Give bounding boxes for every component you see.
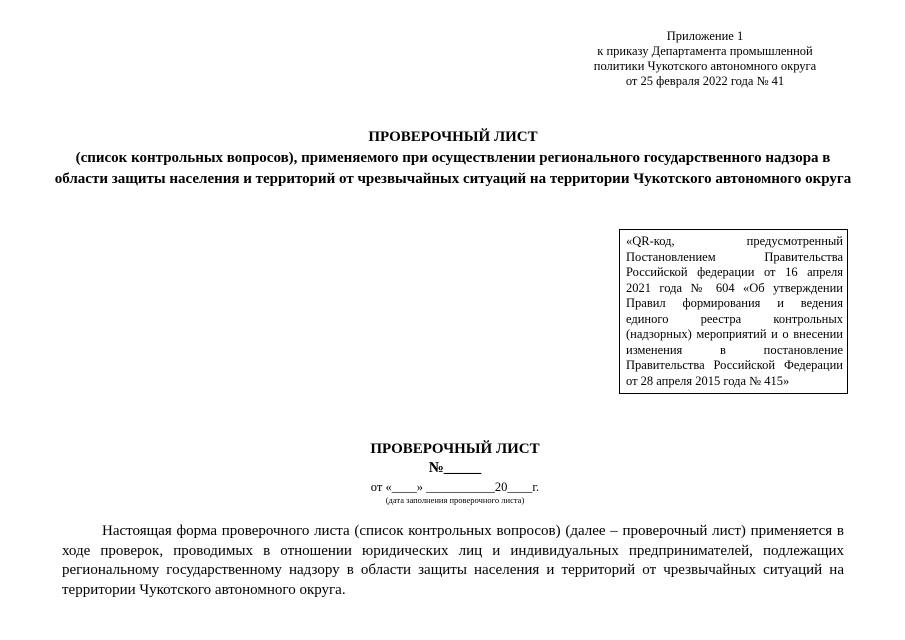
appendix-header: [560, 29, 850, 89]
qr-code-box: [619, 229, 848, 394]
form-header: [300, 439, 610, 505]
form-date-line: от «____» ___________20____г.: [370, 480, 540, 494]
appendix-label: Приложение 1: [666, 29, 744, 43]
appendix-order-line: к приказу Департамента промышленной: [597, 44, 813, 58]
form-title: ПРОВЕРОЧНЫЙ ЛИСТ: [370, 441, 540, 457]
qr-code-note: «QR-код, предусмотренный Постановлением Правительства Российской федерации от 16 апреля 2021 года № 604 «Об утверждении Правил формирования и ведения единого реестра контрольных (надзорных) мероприятий и о внесении изменения в постановление Правительства Российской Федерации от 28 апреля 2015 года № 415»: [626, 234, 843, 388]
intro-paragraph: Настоящая форма проверочного листа (список контрольных вопросов) (далее – проверочный лист) применяется в ходе проверок, проводимых в отношении юридических лиц и индивидуальных предпринимателей, подлежащих региональному государственному надзору в области защиты населения и территорий от чрезвычайных ситуаций на территории Чукотского автономного округа.: [62, 523, 844, 598]
form-number: №_____: [428, 460, 482, 476]
form-date-caption: (дата заполнения проверочного листа): [385, 495, 525, 505]
document-title-heading: ПРОВЕРОЧНЫЙ ЛИСТ: [368, 129, 538, 145]
document-title: [48, 127, 858, 190]
appendix-department-line: политики Чукотского автономного округа: [593, 59, 817, 73]
appendix-date-line: от 25 февраля 2022 года № 41: [625, 74, 785, 88]
document-title-description: (список контрольных вопросов), применяемого при осуществлении регионального государственного надзора в области защиты населения и территорий от чрезвычайных ситуаций на территории Чукотского автономного округа: [54, 150, 852, 187]
